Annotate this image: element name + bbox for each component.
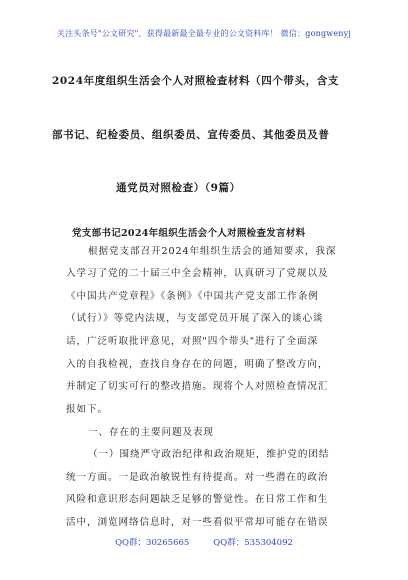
footer-qq-group-2: QQ群：535304092 bbox=[213, 538, 293, 548]
body-line: 报如下。 bbox=[66, 404, 108, 415]
body-line: （试行）》等党内法规，与支部党员开展了深入的谈心谈 bbox=[66, 313, 324, 324]
body-line: 根据党支部召开2024年组织生活会的通知要求，我深 bbox=[88, 246, 337, 257]
body-line: 入的自我检视，查找自身存在的问题，明确了整改方向， bbox=[66, 359, 329, 370]
section-heading: 党支部书记2024年组织生活会个人对照检查发言材料 bbox=[72, 228, 306, 239]
body-line: 入学习了党的二十届三中全会精神，认真研习了党规以及 bbox=[66, 268, 329, 279]
body-line: （一）围绕严守政治纪律和政治规矩，维护党的团结 bbox=[88, 449, 330, 460]
header-banner: 关注头条号"公文研究"，获得最新最全最专业的公文资料库！ 微信：gongwenyj bbox=[56, 29, 352, 38]
document-title-line-3: 通党员对照检查）（9篇） bbox=[116, 182, 241, 194]
body-line: 话，广泛听取批评意见，对照"四个带头"进行了全面深 bbox=[66, 336, 318, 347]
body-line: 统一方面。一是政治敏锐性有待提高。对一些潜在的政治 bbox=[66, 472, 329, 483]
body-line: 并制定了切实可行的整改措施。现将个人对照检查情况汇 bbox=[66, 381, 329, 392]
body-line: 活中，浏览网络信息时，对一些看似平常却可能存在错误 bbox=[66, 517, 329, 528]
body-line: 《中国共产党章程》《条例》《中国共产党支部工作条例 bbox=[66, 291, 319, 302]
document-title-line-2: 部书记、纪检委员、组织委员、宣传委员、其他委员及普 bbox=[52, 129, 330, 141]
subheading: 一、存在的主要问题及表现 bbox=[88, 427, 214, 438]
footer-qq-groups bbox=[0, 536, 408, 548]
body-line: 风险和意识形态问题缺乏足够的警觉性。在日常工作和生 bbox=[66, 494, 329, 505]
document-title-line-1: 2024年度组织生活会个人对照检查材料（四个带头，含支 bbox=[52, 75, 339, 87]
footer-qq-group-1: QQ群：30265665 bbox=[115, 538, 190, 548]
